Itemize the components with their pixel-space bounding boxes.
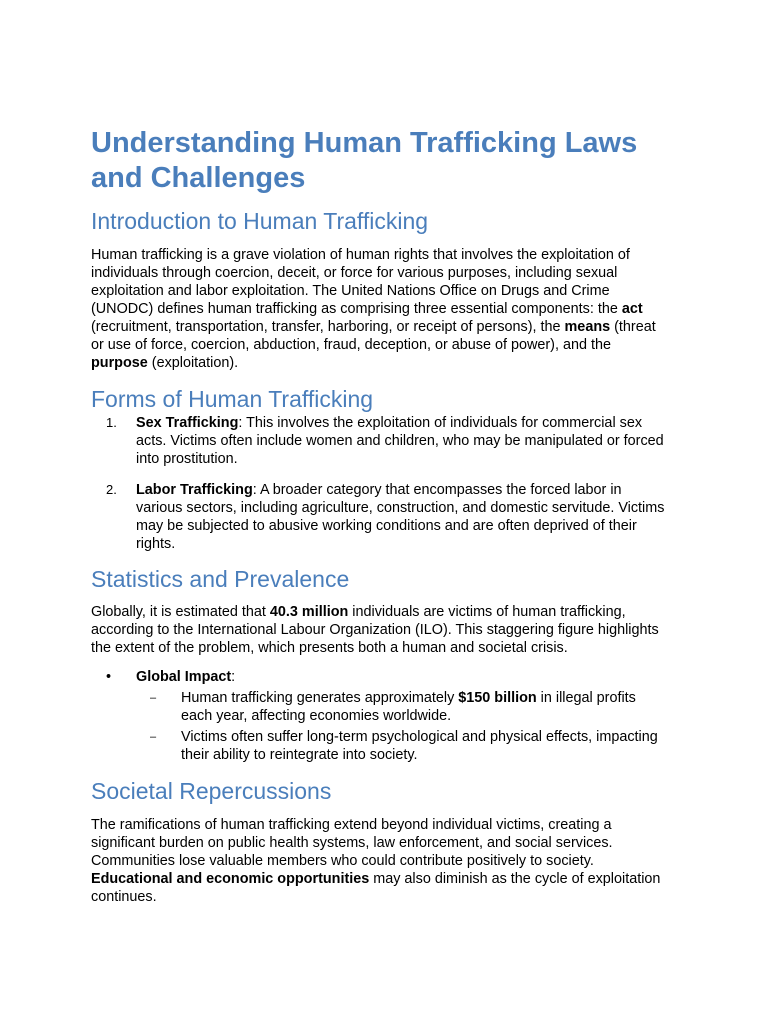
list-item [91, 668, 670, 764]
statistics-paragraph [91, 603, 670, 657]
dash-icon: – [150, 731, 157, 743]
list-item-text: : A broader category that encompasses the forced labor in various sectors, including agriculture, construction, and domestic servitude. Victims may be subjected to abusive working conditions and are often deprived of their rights. [136, 482, 665, 552]
list-number: 2. [106, 482, 117, 497]
statistics-bold-figure: 40.3 million [269, 604, 349, 620]
sub-item-text-1: Victims often suffer long-term psychological and physical effects, impacting their ability to reintegrate into society. [181, 729, 658, 763]
sub-item-text-1: Human trafficking generates approximately [181, 690, 459, 706]
list-item-text: : This involves the exploitation of individuals for commercial sex acts. Victims often include women and children, who may be manipulated or forced into prostitution. [136, 415, 664, 467]
list-item [91, 481, 670, 553]
societal-text-2: may also diminish as the cycle of exploitation continues. [91, 871, 661, 905]
societal-heading: Societal Repercussions [91, 778, 332, 804]
sub-item-bold: $150 billion [458, 690, 537, 706]
intro-bold-act: act [621, 301, 643, 317]
intro-text-4: (exploitation). [147, 355, 239, 371]
intro-text-1: Human trafficking is a grave violation of human rights that involves the exploitation of individuals through coercion, deceit, or force for various purposes, including sexual exploitation and labor exploitation. The United Nations Office on Drugs and Crime (UNODC) defines human trafficking as comprising three essential components: the [91, 247, 630, 317]
intro-heading: Introduction to Human Trafficking [91, 208, 429, 234]
list-item [136, 689, 670, 725]
dash-icon: – [150, 692, 157, 704]
intro-text-3: (threat or use of force, coercion, abduction, fraud, deception, or abuse of power), and the [91, 319, 656, 353]
list-item [136, 728, 670, 764]
list-item-term: Sex Trafficking [136, 415, 239, 431]
statistics-text-1: Globally, it is estimated that [91, 604, 270, 620]
intro-text-2: (recruitment, transportation, transfer, harboring, or receipt of persons), the [91, 319, 565, 335]
forms-list [91, 414, 670, 553]
impact-list [91, 668, 670, 764]
list-number: 1. [106, 415, 117, 430]
societal-text-1: The ramifications of human trafficking extend beyond individual victims, creating a significant burden on public health systems, law enforcement, and social services. Communities lose valuable members who could contribute positively to society. [91, 817, 613, 869]
statistics-text-2: individuals are victims of human trafficking, according to the International Labour Organization (ILO). This staggering figure highlights the extent of the problem, which presents both a human and societal crisis. [91, 604, 659, 656]
impact-label: Global Impact [136, 669, 232, 685]
statistics-heading: Statistics and Prevalence [91, 566, 350, 592]
forms-heading: Forms of Human Trafficking [91, 386, 374, 412]
sub-item-text-2: in illegal profits each year, affecting economies worldwide. [181, 690, 636, 724]
intro-bold-means: means [564, 319, 611, 335]
bullet-icon: • [106, 669, 112, 685]
list-item-term: Labor Trafficking [136, 482, 253, 498]
societal-paragraph [91, 816, 670, 906]
societal-bold: Educational and economic opportunities [91, 871, 370, 887]
intro-bold-purpose: purpose [91, 355, 148, 371]
impact-colon: : [231, 669, 236, 685]
impact-sub-list [136, 689, 670, 764]
list-item [91, 414, 670, 468]
document-title: Understanding Human Trafficking Laws and Challenges [91, 127, 638, 194]
intro-paragraph [91, 246, 670, 372]
